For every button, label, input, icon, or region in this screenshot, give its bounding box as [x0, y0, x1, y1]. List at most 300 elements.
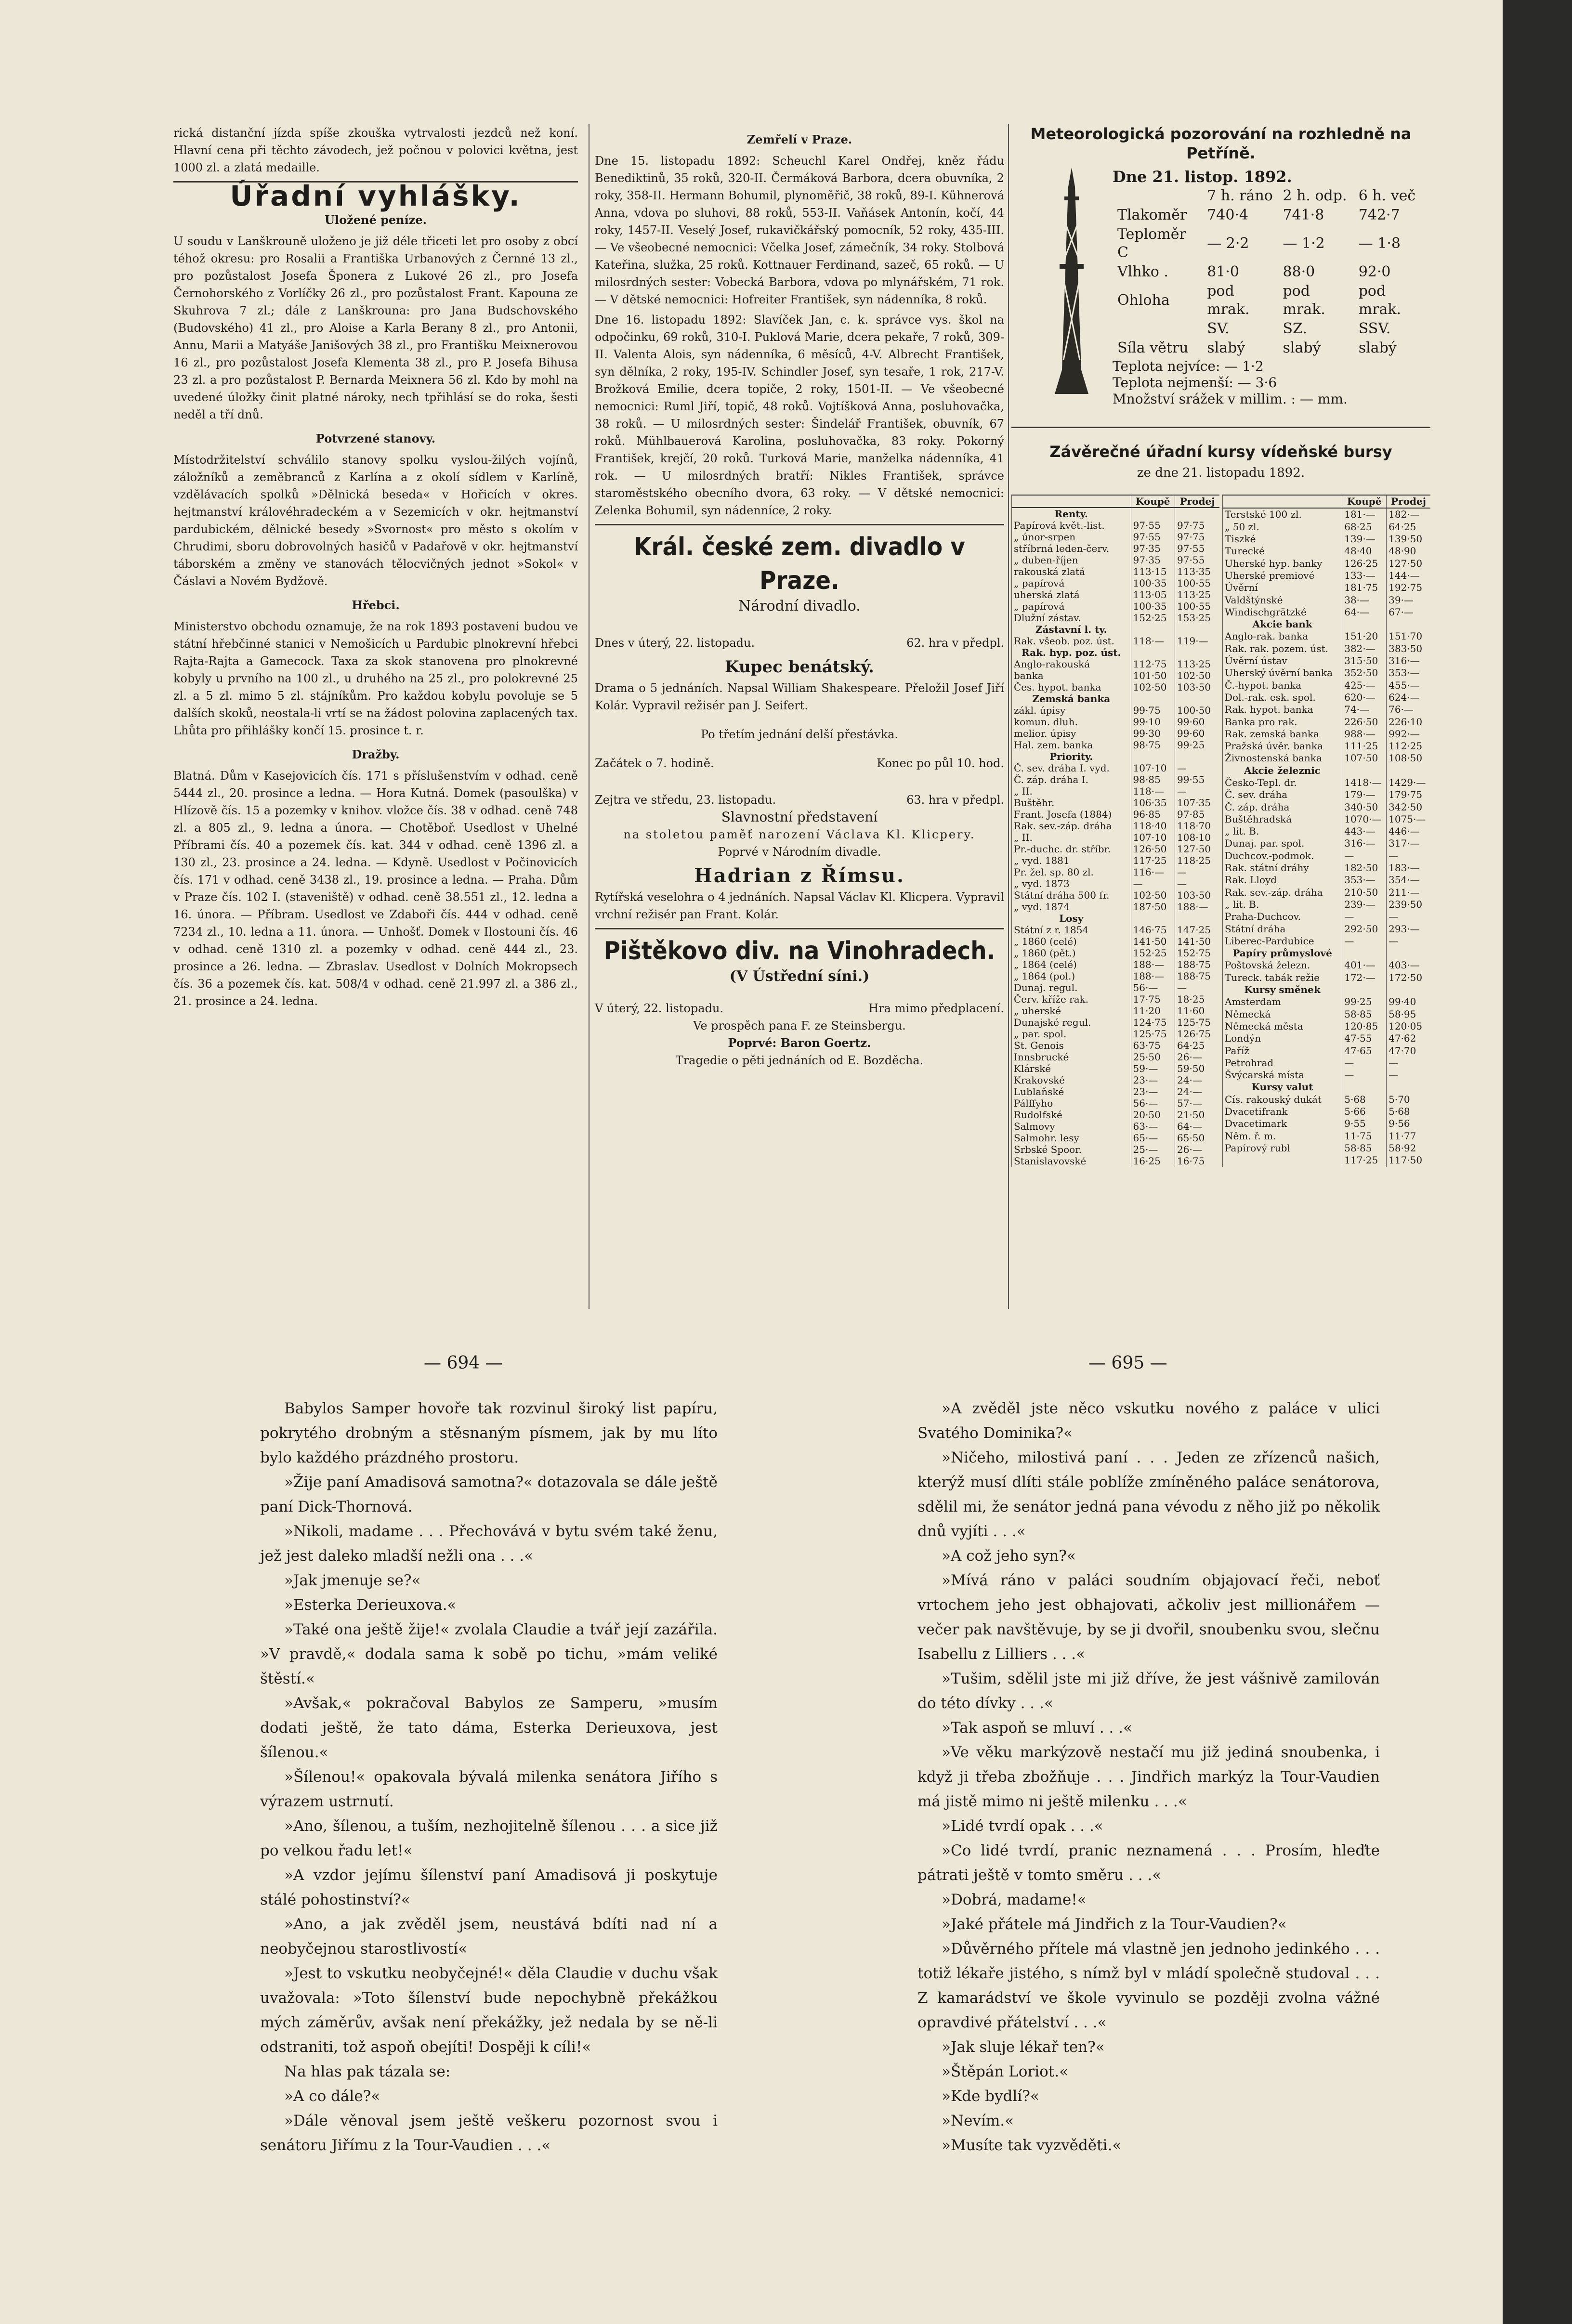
buy-price: 181·75 [1342, 582, 1387, 594]
bourse-row [1012, 531, 1220, 543]
buy-price: 23·— [1131, 1074, 1175, 1086]
security-name: Papírový rubl [1223, 1142, 1342, 1154]
story-paragraph: »A zvěděl jste něco vskutku nového z paláce v ulici Svatého Dominika?« [917, 1400, 1380, 1442]
bourse-row [1012, 947, 1220, 959]
time-row [595, 755, 1004, 772]
sell-price [1175, 647, 1219, 658]
sell-price [1175, 624, 1219, 635]
security-name: Pr. žel. sp. 80 zl. [1012, 866, 1131, 878]
meteo-row [1114, 339, 1429, 357]
story-paragraph: »Jaké přátele má Jindřich z la Tour-Vaudien?« [942, 1916, 1287, 1933]
sell-price: — [1175, 982, 1219, 993]
bourse-row [1223, 545, 1431, 557]
meteo-label: Tlakoměr [1117, 207, 1187, 223]
buy-price: 99·25 [1342, 996, 1387, 1008]
meteo-extra-line: Teplota nejmenší: — 3·6 [1113, 375, 1277, 391]
sell-price: 9·56 [1387, 1118, 1430, 1130]
gala-title: Slavnostní představení [721, 809, 878, 825]
story-paragraph: »Žije paní Amadisová samotna?« dotazovala se dále ještě paní Dick-Thornová. [260, 1474, 718, 1515]
buy-price: 139·— [1342, 533, 1387, 545]
sell-price: 151·70 [1387, 630, 1430, 642]
story-paragraph: »Jak jmenuje se?« [284, 1572, 421, 1589]
security-name: Státní dráha 500 fr. [1012, 889, 1131, 901]
buy-price: 181·— [1342, 508, 1387, 521]
security-name: Rudolfské [1012, 1109, 1131, 1121]
security-name: „ 1860 (celé) [1012, 936, 1131, 947]
petrin-tower-icon [1045, 168, 1098, 394]
paragraph-auctions: Blatná. Dům v Kasejovicích čís. 171 s příslušenstvím v odhad. ceně 5444 zl., 20. prosince a ledna. — Hora Kutná. Domek (pasoulška) v Hlízově čís. 15 a pozemky v knihov. vložce čís. 38 v odhad. ceně 748 zl. a 805 zl., 9. ledna a února. — Chotěboř. Usedlost v Uhelné Příbrami čís. 40 a pozemek čís. kat. 344 v odhad. ceně 1396 zl. a 130 zl., 23. prosince a 24. ledna. — Kdyně. Usedlost v Počinovicích čís. 171 v odhad. ceně 3438 zl., 19. prosince a ledna. — Praha. Dům v Praze čís. 102 I. (staveniště) v odhad. ceně 38.551 zl., 12. ledna a 16. února. — Příbram. Usedlost ve Zdaboři čís. 444 v odhad. ceně 7234 zl., 10. ledna a 11. února. — Unhošť. Domek v Ilostouni čís. 46 v odhad. ceně 1310 zl. a pozemky v odhad. ceně 444 zl., 23. prosince a 26. ledna. — Zbraslav. Usedlost v Dolních Mokropsech čís. 36 a pozemek čís. kat. 508/4 v odhad. ceně 21.997 zl. a 386 zl., 21. prosince a 24. ledna. [173, 769, 578, 1008]
meteo-col-afternoon: 2 h. odp. [1283, 187, 1347, 204]
buy-price: 239·— [1342, 899, 1387, 911]
bourse-row [1223, 558, 1431, 570]
meteo-value: slabý [1358, 339, 1397, 356]
sell-price: 97·55 [1175, 543, 1219, 554]
sell-price: 5·70 [1387, 1094, 1430, 1106]
page-number-left: — 694 — [424, 1353, 503, 1373]
buy-price: 102·50 [1131, 889, 1175, 901]
security-name: „ uherské [1012, 1005, 1131, 1017]
bourse-row [1012, 1005, 1220, 1017]
intro-paragraph: rická distanční jízda spíše zkouška vytrvalosti jezdců než koní. Hlavní cena při těchto závodech, jež počnou v polovici května, jest 1000 zl. a zlatá medaille. [173, 126, 578, 174]
security-name: zákl. úpisy [1012, 705, 1131, 716]
security-name: „ lit. B. [1223, 825, 1342, 837]
security-name: Živnostenská banka [1223, 752, 1342, 764]
sell-price: 97·75 [1175, 520, 1219, 531]
gala-description: na stoletou paměť narození Václava Kl. Klicpery. [623, 828, 976, 841]
security-name: stříbrná leden-červ. [1012, 543, 1131, 554]
security-name: Salmovy [1012, 1121, 1131, 1132]
buy-price: 107·10 [1131, 832, 1175, 843]
security-name: Srbské Spoor. [1012, 1144, 1131, 1155]
bourse-row [1012, 1086, 1220, 1097]
sell-price: — [1175, 878, 1219, 889]
sell-price [1387, 1081, 1430, 1093]
buy-price: 188·— [1131, 959, 1175, 970]
buy-price: 47·65 [1342, 1045, 1387, 1057]
story-paragraph: »Nikoli, madame . . . Přechovává v bytu svém také ženu, jež jest daleko mladší nežli ona . . .« [260, 1523, 718, 1565]
buy-price: 64·— [1342, 606, 1387, 618]
bourse-row [1223, 704, 1431, 716]
bourse-row [1012, 658, 1220, 670]
security-name: Losy [1012, 913, 1131, 924]
security-name: Terstské 100 zl. [1223, 508, 1342, 521]
theater-vinohrady-subtitle: (V Ústřední síni.) [729, 968, 870, 985]
sell-price: 100·55 [1175, 577, 1219, 589]
bourse-row [1012, 624, 1220, 635]
story-paragraph: »Esterka Derieuxova.« [284, 1596, 457, 1614]
sell-price: 65·50 [1175, 1132, 1219, 1144]
buy-price: 120·85 [1342, 1020, 1387, 1032]
bourse-row [1223, 630, 1431, 642]
buy-price: 65·— [1131, 1132, 1175, 1144]
bourse-row [1223, 850, 1431, 862]
story-paragraph: »A což jeho syn?« [942, 1547, 1076, 1565]
security-name: Něm. ř. m. [1223, 1130, 1342, 1142]
security-name: Č. sev. dráha [1223, 789, 1342, 801]
bourse-row [1012, 716, 1220, 728]
security-name: Č.-hypot. banka [1223, 679, 1342, 692]
bourse-row [1012, 993, 1220, 1005]
bourse-row [1223, 789, 1431, 801]
meteo-label: Síla větru [1117, 339, 1189, 356]
meteo-title: Meteorologická pozorování na rozhledně na Petříně. [1030, 125, 1412, 162]
sell-price [1175, 913, 1219, 924]
sell-price: 126·75 [1175, 1028, 1219, 1040]
security-name: Krakovské [1012, 1074, 1131, 1086]
bourse-row [1223, 667, 1431, 679]
buy-price: — [1342, 1069, 1387, 1081]
header-sell: Prodej [1387, 495, 1430, 508]
sell-price: 100·55 [1175, 601, 1219, 612]
sell-price: 316·— [1387, 655, 1430, 667]
buy-price: 106·35 [1131, 797, 1175, 809]
sell-price: 97·55 [1175, 554, 1219, 566]
sell-price: 342·50 [1387, 801, 1430, 813]
security-name: „ vyd. 1881 [1012, 855, 1131, 866]
bourse-row [1223, 984, 1431, 996]
buy-price: 113·15 [1131, 566, 1175, 577]
meteo-row [1114, 282, 1429, 319]
sell-price: 24·— [1175, 1074, 1219, 1086]
bourse-row [1012, 1097, 1220, 1109]
buy-price: 63·— [1131, 1121, 1175, 1132]
buy-price: 111·25 [1342, 740, 1387, 752]
buy-price: 315·50 [1342, 655, 1387, 667]
buy-price: 113·05 [1131, 589, 1175, 601]
sell-price: 147·25 [1175, 924, 1219, 936]
bourse-row [1012, 554, 1220, 566]
sell-price: 99·60 [1175, 716, 1219, 728]
sell-price: 117·50 [1387, 1154, 1430, 1167]
bourse-row [1012, 1040, 1220, 1051]
theater-national-title: Král. české zem. divadlo v Praze. [634, 533, 965, 595]
sell-price: 125·75 [1175, 1017, 1219, 1028]
security-name: Úvěrní [1223, 582, 1342, 594]
security-name: St. Genois [1012, 1040, 1131, 1051]
buy-price: 58·85 [1342, 1008, 1387, 1020]
sell-price: 192·75 [1387, 582, 1430, 594]
sell-price: 16·75 [1175, 1155, 1219, 1167]
meteo-col-evening: 6 h. več [1358, 187, 1416, 204]
sell-price: 293·— [1387, 923, 1430, 935]
security-name: Akcie železnic [1223, 765, 1342, 777]
buy-price: 97·35 [1131, 543, 1175, 554]
sell-price: 120·05 [1387, 1020, 1430, 1032]
buy-price: 226·50 [1342, 716, 1387, 728]
story-paragraph: »Nevím.« [942, 2112, 1014, 2129]
security-name: Praha-Duchcov. [1223, 911, 1342, 923]
sell-price: 353·— [1387, 667, 1430, 679]
start-time: Začátek o 7. hodině. [595, 757, 714, 770]
page-number-right: — 695 — [1088, 1353, 1167, 1373]
sell-price: 239·50 [1387, 899, 1430, 911]
security-name: Petrohrad [1223, 1057, 1342, 1069]
sell-price: 47·62 [1387, 1032, 1430, 1044]
bourse-row [1223, 582, 1431, 594]
buy-price: 100·35 [1131, 577, 1175, 589]
security-name: Dunaj. par. spol. [1223, 837, 1342, 849]
bourse-row [1012, 543, 1220, 554]
bourse-row [1012, 681, 1220, 693]
security-name: „ 50 zl. [1223, 521, 1342, 533]
bourse-row [1012, 751, 1220, 762]
bourse-row [1012, 959, 1220, 970]
security-name: Innsbrucké [1012, 1051, 1131, 1063]
bourse-row [1012, 566, 1220, 577]
security-name: Lublaňské [1012, 1086, 1131, 1097]
buy-price: — [1131, 878, 1175, 889]
bourse-row [1223, 1069, 1431, 1081]
security-name: Uherské hyp. banky [1223, 558, 1342, 570]
performance-number-2: 63. hra v předpl. [906, 793, 1004, 807]
sell-price: 58·92 [1387, 1142, 1430, 1154]
buy-price: 620·— [1342, 692, 1387, 704]
bourse-row [1223, 899, 1431, 911]
buy-price [1342, 947, 1387, 959]
security-name: Dunaj. regul. [1012, 982, 1131, 993]
sell-price: 48·90 [1387, 545, 1430, 557]
buy-price: 124·75 [1131, 1017, 1175, 1028]
security-name: melior. úpisy [1012, 728, 1131, 739]
sell-price: 5·68 [1387, 1106, 1430, 1118]
divider [595, 928, 1004, 929]
meteo-value: slabý [1207, 339, 1245, 356]
buy-price: 425·— [1342, 679, 1387, 692]
sell-price: 59·50 [1175, 1063, 1219, 1074]
security-name: rakouská zlatá [1012, 566, 1131, 577]
security-name: Paříž [1223, 1045, 1342, 1057]
security-name: Turecké [1223, 545, 1342, 557]
security-name: „ 1864 (pol.) [1012, 970, 1131, 982]
buy-price: 152·25 [1131, 612, 1175, 624]
bourse-title: Závěrečné úřadní kursy vídeňské bursy [1049, 443, 1392, 461]
bourse-row [1223, 521, 1431, 533]
sell-price: 18·25 [1175, 993, 1219, 1005]
sell-price: 26·— [1175, 1051, 1219, 1063]
sell-price: 188·75 [1175, 959, 1219, 970]
security-name: komun. dluh. [1012, 716, 1131, 728]
sell-price [1387, 765, 1430, 777]
bourse-row [1223, 508, 1431, 521]
bourse-row [1223, 996, 1431, 1008]
security-name: „ vyd. 1873 [1012, 878, 1131, 889]
benefit-note: Ve prospěch pana F. ze Steinsbergu. [693, 1019, 906, 1032]
sell-price: 67·— [1387, 606, 1430, 618]
sell-price: 97·85 [1175, 809, 1219, 820]
sell-price: 24·— [1175, 1086, 1219, 1097]
security-name: Uherské premiové [1223, 570, 1342, 582]
sell-price: 354·— [1387, 874, 1430, 886]
meteo-label: Vlhko . [1117, 263, 1168, 280]
bourse-table-left [1011, 495, 1219, 1167]
buy-price: 16·25 [1131, 1155, 1175, 1167]
bourse-row [1012, 855, 1220, 866]
play-title-merchant: Kupec benátský. [725, 657, 874, 677]
buy-price: 17·75 [1131, 993, 1175, 1005]
story-paragraph: »Jest to vskutku neobyčejné!« děla Claudie v duchu však uvažovala: »Toto šílenství bude nepochybně překážkou mých záměrův, avšak není překážky, jež nedala by se ně-li odstraniti, tož aspoň obejíti! Dospěji k cíli!« [260, 1965, 718, 2056]
play-title-hadrian: Hadrian z Římsu. [694, 864, 905, 887]
story-paragraph: »Šílenou!« opakovala bývalá milenka senátora Jiřího s výrazem ustrnutí. [260, 1768, 718, 1810]
security-name: Státní z r. 1854 [1012, 924, 1131, 936]
buy-price: 25·— [1131, 1144, 1175, 1155]
buy-price: 58·85 [1342, 1142, 1387, 1154]
security-name: Čes. hypot. banka [1012, 681, 1131, 693]
security-name: Dol.-rak. esk. spol. [1223, 692, 1342, 704]
buy-price: 5·68 [1342, 1094, 1387, 1106]
buy-price: 146·75 [1131, 924, 1175, 936]
security-name: Valdštýnské [1223, 594, 1342, 606]
security-name: Rak. sev.-záp. dráha [1223, 887, 1342, 899]
meteo-value: SZ. [1283, 320, 1307, 337]
security-name: „ duben-říjen [1012, 554, 1131, 566]
bourse-row [1012, 866, 1220, 878]
bourse-row [1012, 647, 1220, 658]
heading-deposits: Uložené peníze. [325, 213, 427, 227]
bourse-row [1012, 1063, 1220, 1074]
buy-price: 292·50 [1342, 923, 1387, 935]
bourse-row [1012, 589, 1220, 601]
buy-price: 118·— [1131, 785, 1175, 797]
sell-price: 152·75 [1175, 947, 1219, 959]
sell-price: 624·— [1387, 692, 1430, 704]
bourse-row [1223, 813, 1431, 825]
performance-row-2 [595, 791, 1004, 809]
security-name: Dvacetimark [1223, 1118, 1342, 1130]
bourse-row [1012, 601, 1220, 612]
buy-price: 118·— [1131, 635, 1175, 647]
buy-price: 56·— [1131, 1097, 1175, 1109]
bourse-row [1012, 1051, 1220, 1063]
story-paragraph: »Musíte tak vyzvěděti.« [942, 2137, 1122, 2154]
sell-price: 172·50 [1387, 972, 1430, 984]
meteo-extra-line: Množství srážek v millim. : — mm. [1113, 391, 1348, 407]
security-name: Buštěhradská [1223, 813, 1342, 825]
security-name: „ vyd. 1874 [1012, 901, 1131, 913]
sell-price: 446·— [1387, 825, 1430, 837]
feuilleton-page-left [260, 1397, 718, 2158]
buy-price: 352·50 [1342, 667, 1387, 679]
security-name: Rak. hyp. poz. úst. [1012, 647, 1131, 658]
buy-price: 97·55 [1131, 520, 1175, 531]
security-name: Akcie bank [1223, 618, 1342, 630]
buy-price: 98·85 [1131, 774, 1175, 785]
bourse-row [1223, 1057, 1431, 1069]
security-name: Rak. zemská banka [1223, 728, 1342, 740]
play-title-goertz: Poprvé: Baron Goertz. [728, 1036, 871, 1050]
sell-price: — [1175, 866, 1219, 878]
security-name: „ papírová [1012, 577, 1131, 589]
meteo-label [1114, 320, 1202, 338]
bourse-row [1223, 923, 1431, 935]
security-name: Švýcarská místa [1223, 1069, 1342, 1081]
bourse-row [1223, 1118, 1431, 1130]
bourse-row [1223, 1008, 1431, 1020]
buy-price: 9·55 [1342, 1118, 1387, 1130]
bourse-row [1012, 843, 1220, 855]
buy-price: 117·25 [1131, 855, 1175, 866]
column-deaths-theater [595, 124, 1004, 1069]
security-name: Anglo-rak. banka [1223, 630, 1342, 642]
sell-price: 58·95 [1387, 1008, 1430, 1020]
buy-price: 101·50 [1131, 670, 1175, 681]
theater-national-subtitle: Národní divadlo. [738, 598, 861, 614]
security-name: Frant. Josefa (1884) [1012, 809, 1131, 820]
meteo-value: — 2·2 [1207, 235, 1249, 252]
bourse-row [1223, 874, 1431, 886]
security-name: Pálffyho [1012, 1097, 1131, 1109]
buy-price: 316·— [1342, 837, 1387, 849]
meteo-value: pod mrak. [1283, 283, 1325, 318]
column-divider [589, 124, 590, 1309]
security-name: Rak. státní dráhy [1223, 862, 1342, 874]
story-paragraph: Babylos Samper hovoře tak rozvinul široký list papíru, pokrytého drobným a stěsnaným písmem, jak by mu líto bylo každého prázdného prostoru. [260, 1400, 718, 1466]
security-name: Č. záp. dráha I. [1012, 774, 1131, 785]
play-description-1: Drama o 5 jednáních. Napsal William Shakespeare. Přeložil Josef Jiří Kolár. Vypravil režisér pan J. Seifert. [595, 681, 1004, 712]
buy-price: 23·— [1131, 1086, 1175, 1097]
bourse-row [1012, 728, 1220, 739]
paragraph-deaths-16: Dne 16. listopadu 1892: Slavíček Jan, c. k. správce vys. škol na odpočinku, 69 roků, 310-I. Puklová Marie, dcera pekaře, 7 roků, 309-II. Valenta Alois, syn nádenníka, 6 měsíců, 4-V. Albrecht František, syn dělníka, 2 roky, 195-IV. Schindler Josef, syn tesaře, 1 rok, 217-V. Brožková Emilie, dcera topiče, 2 roky, 1501-II. — Ve všeobecné nemocnici: Ruml Jiří, topič, 48 roků. Vojtíšková Anna, posluhovačka, 38 roků. — U milosrdných sester: Šindelář František, obuvník, 67 roků. Mühlbauerová Karolina, posluhovačka, 83 roky. Pokorný František, krejčí, 20 roků. Turková Marie, manželka nádenníka, 41 rok. — U milosrdných bratří: Nikles František, správce staroměstského obecního dvora, 63 roky. — V dětské nemocnici: Zelenka Bohumil, syn nádenníce, 2 roky. [595, 313, 1004, 517]
sell-price: 113·25 [1175, 589, 1219, 601]
buy-price: 1418·— [1342, 777, 1387, 789]
sell-price: 26·— [1175, 1144, 1219, 1155]
security-name [1223, 1154, 1342, 1167]
security-name: Dvacetifrank [1223, 1106, 1342, 1118]
performance-note-3: Hra mimo předplacení. [868, 1002, 1004, 1015]
buy-price: 210·50 [1342, 887, 1387, 899]
sell-price: — [1387, 911, 1430, 923]
sell-price: — [1175, 762, 1219, 774]
security-name: Londýn [1223, 1032, 1342, 1044]
bourse-row [1012, 936, 1220, 947]
bourse-row [1012, 693, 1220, 705]
buy-price: 47·55 [1342, 1032, 1387, 1044]
story-paragraph: »Avšak,« pokračoval Babylos ze Samperu, »musím dodati ještě, že tato dáma, Esterka Derieuxova, jest šílenou.« [260, 1695, 718, 1761]
paragraph-deposits: U soudu v Lanškrouně uloženo je již déle třiceti let pro osoby z obcí téhož okresu: pro Rosalii a Františka Urbanových z Černné 13 zl., pro pozůstalost Josefa Šponera z Lukové 26 zl., pro Josefa Černohorského z Vorlíčky 26 zl., pro pozůstalost Frant. Kapouna ze Skuhrova 7 zl.; dále z Lanškrouna: pro Jana Budschovského (Budovského) 41 zl., pro Aloise a Karla Berany 8 zl., pro Antonii, Annu, Marii a Matyáše Janišových 38 zl., pro Františku Meixnerovou 16 zl., pro pozůstalost Josefa Klementa 38 zl., pro P. Josefa Bihusa 23 zl. a pro pozůstalost P. Bernarda Meixnera 56 zl. Kdo by mohl na uvedené úložky činit platné nároky, nech tpřihlásí se do roka, šesti neděl a tří dnů. [173, 235, 578, 421]
security-name: „ par. spol. [1012, 1028, 1131, 1040]
buy-price: 401·— [1342, 959, 1387, 971]
sell-price: 99·25 [1175, 739, 1219, 751]
buy-price [1131, 913, 1175, 924]
security-name: Česko-Tepl. dr. [1223, 777, 1342, 789]
meteo-value: 740·4 [1207, 207, 1249, 223]
story-paragraph: »Ve věku markýzově nestačí mu již jediná snoubenka, i když ji třeba zbožňuje . . . Jindřich markýz la Tour-Vaudien má jistě mimo ni ještě milenku . . .« [917, 1744, 1380, 1810]
story-paragraph: »A vzdor jejímu šílenství paní Amadisová ji poskytuje stálé pohostinství?« [260, 1867, 718, 1908]
sell-price: 182·— [1387, 508, 1430, 521]
divider [595, 524, 1004, 525]
security-name: Zástavní l. ty. [1012, 624, 1131, 635]
buy-price: 98·75 [1131, 739, 1175, 751]
bourse-row [1223, 862, 1431, 874]
story-paragraph: »Ano, a jak zvěděl jsem, neustává bdíti nad ní a neobyčejnou starostlivostí« [260, 1916, 718, 1958]
bourse-row [1012, 774, 1220, 785]
sell-price: 102·50 [1175, 670, 1219, 681]
buy-price: 116·— [1131, 866, 1175, 878]
sell-price [1387, 984, 1430, 996]
bourse-row [1223, 887, 1431, 899]
buy-price: — [1342, 935, 1387, 947]
bourse-row [1223, 765, 1431, 777]
sell-price: 118·70 [1175, 820, 1219, 832]
buy-price: 1070·— [1342, 813, 1387, 825]
meteo-extra [1113, 358, 1430, 407]
security-name: „ II. [1012, 785, 1131, 797]
sell-price: 99·60 [1175, 728, 1219, 739]
story-paragraph: »Tak aspoň se mluví . . .« [942, 1719, 1132, 1736]
column-meteo-bourse [1011, 124, 1430, 1167]
sell-price: 403·— [1387, 959, 1430, 971]
meteo-value: 92·0 [1358, 263, 1391, 280]
bourse-row [1012, 577, 1220, 589]
